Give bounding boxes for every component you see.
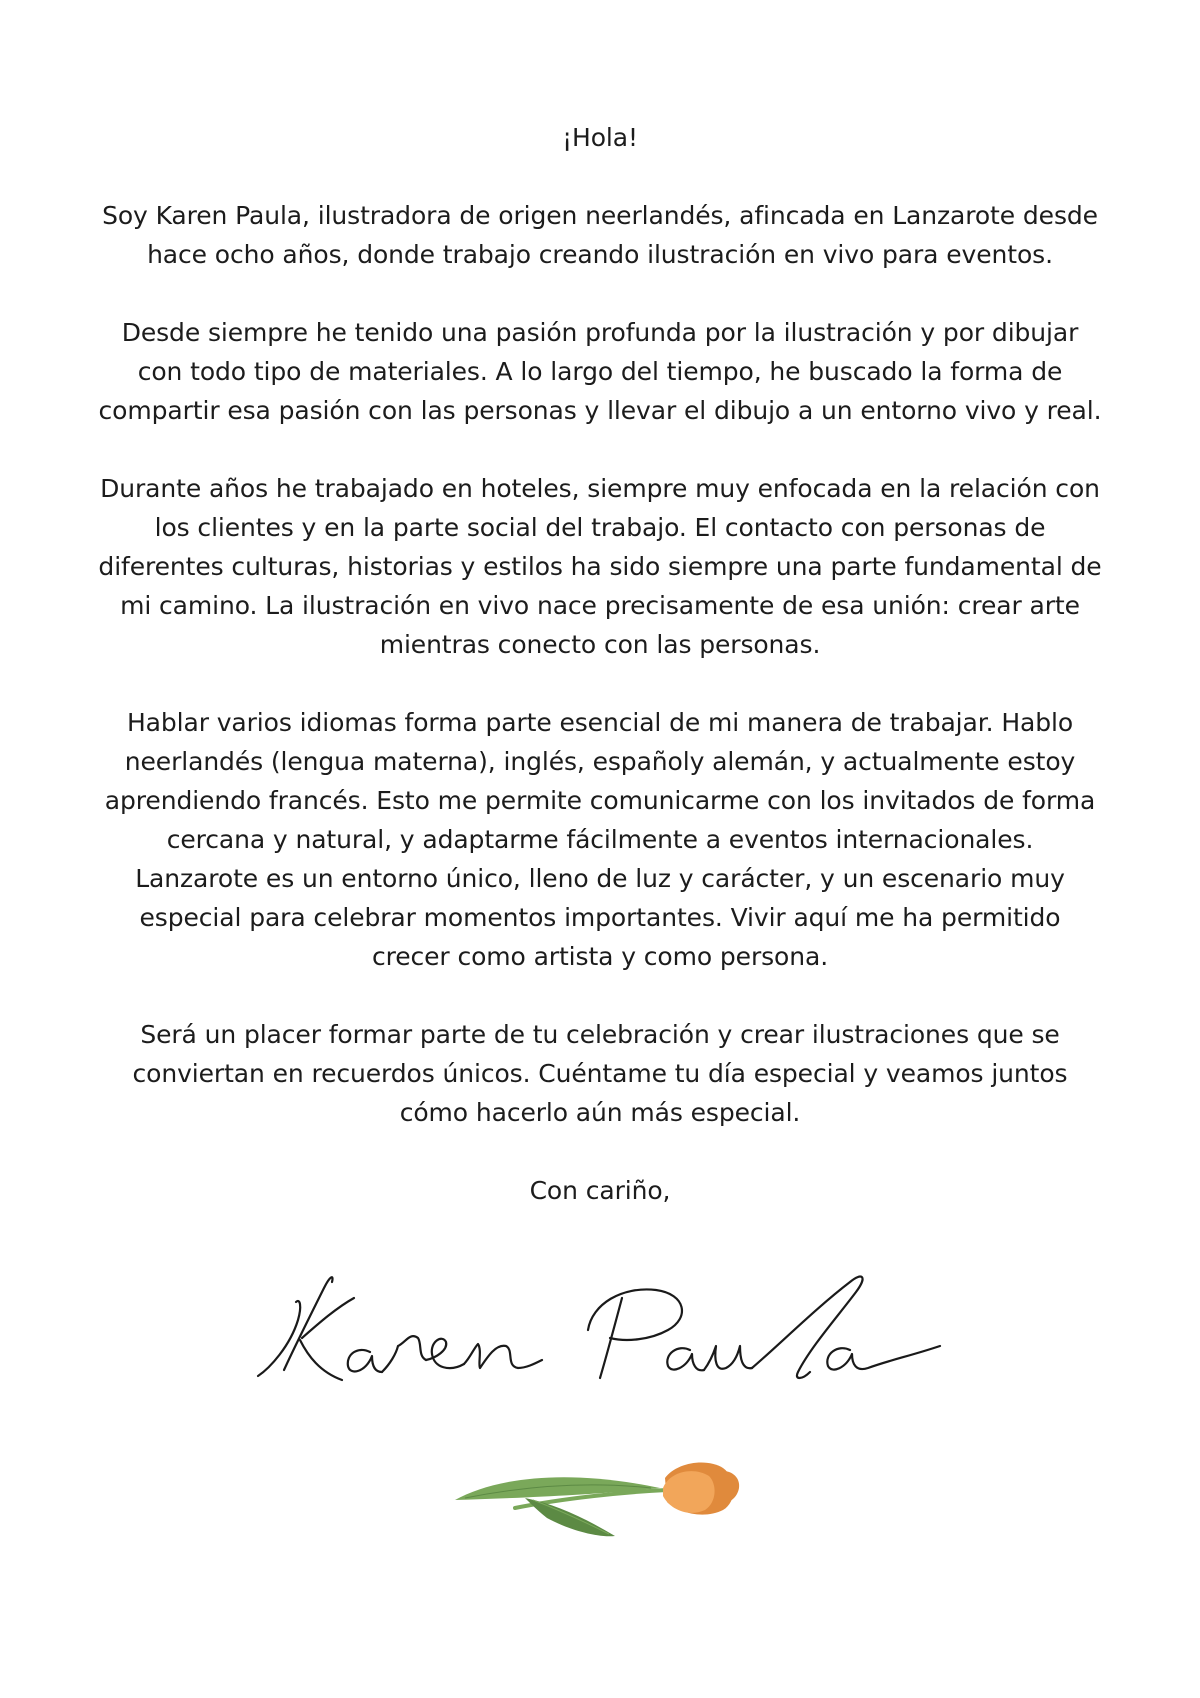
paragraph-languages: Hablar varios idiomas forma parte esencial de mi manera de trabajar. Hablo neerlandés (lengua materna), inglés, españoly alemán, y actualmente estoy aprendiendo francés. Esto me permite comunicarme con los invitados de forma cercana y natural, y adaptarme fácilmente a eventos internacionales. Lanzarote es un entorno único, lleno de luz y carácter, y un escenario muy especial para celebrar momentos importantes. Vivir aquí me ha permitido crecer como artista y como persona.: [104, 708, 1096, 971]
greeting: ¡Hola!: [562, 123, 638, 152]
paragraph-passion: Desde siempre he tenido una pasión profunda por la ilustración y por dibujar con todo tipo de materiales. A lo largo del tiempo, he buscado la forma de compartir esa pasión con las personas y llevar el dibujo a un entorno vivo y real.: [98, 318, 1102, 425]
paragraph-intro: Soy Karen Paula, ilustradora de origen neerlandés, afincada en Lanzarote desde hace ocho años, donde trabajo creando ilustración en vivo para eventos.: [102, 201, 1098, 269]
tulip-leaf-long: [455, 1477, 660, 1500]
signature-karen-paula: [250, 1268, 950, 1413]
tulip-icon: [455, 1448, 755, 1538]
letter-body: [60, 118, 1140, 1249]
paragraph-hotels: Durante años he trabajado en hoteles, siempre muy enfocada en la relación con los clientes y en la parte social del trabajo. El contacto con personas de diferentes culturas, historias y estilos ha sido siempre una parte fundamental de mi camino. La ilustración en vivo nace precisamente de esa unión: crear arte mientras conecto con las personas.: [98, 474, 1102, 659]
paragraph-invitation: Será un placer formar parte de tu celebración y crear ilustraciones que se conviertan en recuerdos únicos. Cuéntame tu día especial y veamos juntos cómo hacerlo aún más especial.: [132, 1020, 1068, 1127]
closing: Con cariño,: [529, 1176, 671, 1205]
